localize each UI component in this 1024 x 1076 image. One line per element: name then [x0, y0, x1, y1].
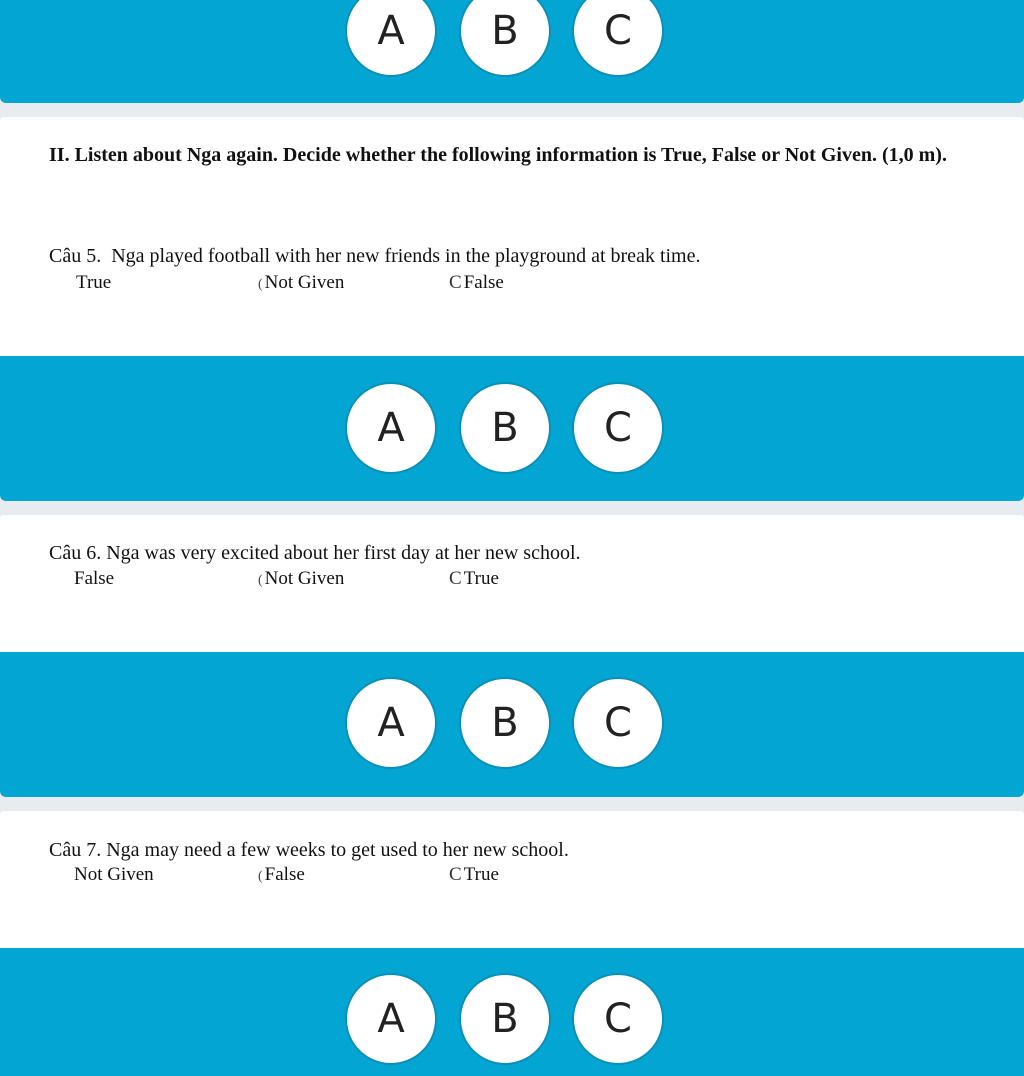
choice-a-button[interactable]: A	[345, 973, 437, 1065]
question-5-option-a: True	[76, 272, 112, 293]
choice-c-button[interactable]: C	[572, 973, 664, 1065]
question-card-7	[0, 811, 1024, 949]
question-6-option-c: C True	[449, 568, 499, 589]
question-7-option-b: ( False	[258, 864, 305, 885]
section-heading: II. Listen about Nga again. Decide whether the following information is True, False or Not Given. (1,0 m).	[49, 144, 947, 166]
question-7-option-c: C True	[449, 864, 499, 885]
choice-c-button[interactable]: C	[572, 382, 664, 474]
question-7-statement: Nga may need a few weeks to get used to her new school.	[106, 839, 569, 861]
question-5-number: Câu 5.	[49, 245, 102, 267]
choice-b-button[interactable]: B	[459, 382, 551, 474]
question-7-text	[49, 839, 569, 862]
question-5-option-b: ( Not Given	[258, 272, 345, 293]
answer-bar-6	[0, 652, 1024, 797]
choice-c-button[interactable]: C	[572, 677, 664, 769]
question-6-statement: Nga was very excited about her first day at her new school.	[106, 542, 581, 564]
question-5-option-c: C False	[449, 272, 504, 293]
question-5-text	[49, 245, 701, 268]
choice-a-button[interactable]: A	[345, 677, 437, 769]
question-5-statement: Nga played football with her new friends in the playground at break time.	[111, 245, 701, 267]
answer-bar-prev	[0, 0, 1024, 103]
choice-a-button[interactable]: A	[345, 0, 437, 77]
choice-b-button[interactable]: B	[459, 973, 551, 1065]
question-6-text	[49, 542, 581, 565]
choice-a-button[interactable]: A	[345, 382, 437, 474]
question-card-6	[0, 515, 1024, 653]
choice-b-button[interactable]: B	[459, 677, 551, 769]
question-7-number: Câu 7.	[49, 839, 102, 861]
answer-bar-5	[0, 356, 1024, 501]
question-7-option-a: Not Given	[74, 864, 154, 885]
question-card-5	[0, 117, 1024, 357]
question-6-option-a: False	[74, 568, 115, 589]
answer-bar-7	[0, 948, 1024, 1076]
question-6-option-b: ( Not Given	[258, 568, 345, 589]
choice-c-button[interactable]: C	[572, 0, 664, 77]
question-6-number: Câu 6.	[49, 542, 102, 564]
choice-b-button[interactable]: B	[459, 0, 551, 77]
